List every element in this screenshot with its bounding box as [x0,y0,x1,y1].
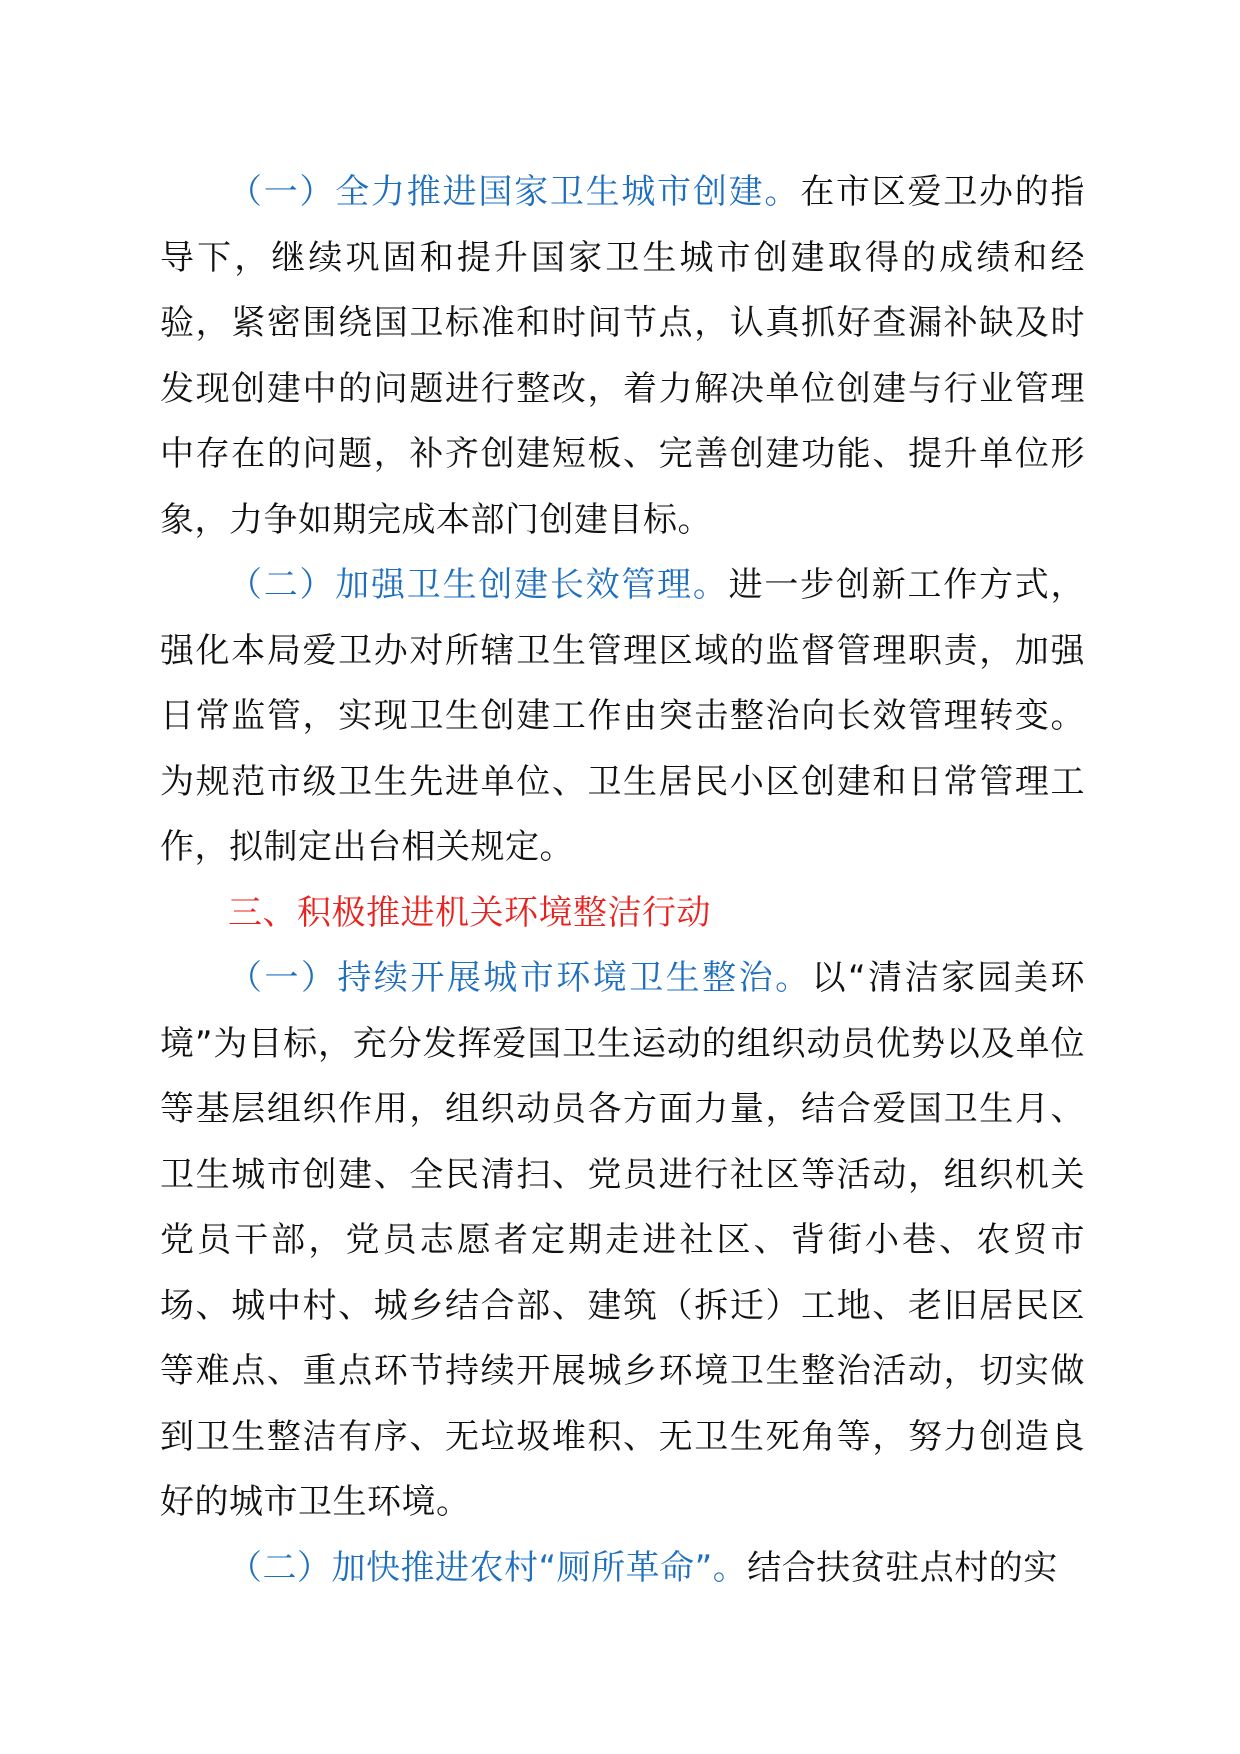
paragraph-lead: （一）全力推进国家卫生城市创建。 [228,172,801,212]
paragraph-lead: （一）持续开展城市环境卫生整治。 [228,958,812,998]
paragraph-environment-improvement [160,946,1085,1536]
paragraph-long-term-management [160,553,1085,881]
paragraph-body: 结合扶贫驻点村的实 [747,1547,1058,1588]
paragraph-lead: （二）加强卫生创建长效管理。 [228,565,729,605]
paragraph-toilet-revolution [160,1536,1085,1602]
paragraph-body: 以“清洁家园美环境”为目标，充分发挥爱国卫生运动的组织动员优势以及单位等基层组织作用，组织动员各方面力量，结合爱国卫生月、卫生城市创建、全民清扫、党员进行社区等活动，组织机关党员干部，党员志愿者定期走进社区、背街小巷、农贸市场、城中村、城乡结合部、建筑（拆迁）工地、老旧居民区等难点、重点环节持续开展城乡环境卫生整治活动，切实做到卫生整洁有序、无垃圾堆积、无卫生死角等，努力创造良好的城市卫生环境。 [160,958,1086,1522]
paragraph-national-health-city [160,160,1085,553]
section-heading: 三、积极推进机关环境整洁行动 [228,892,711,933]
paragraph-body: 在市区爱卫办的指导下，继续巩固和提升国家卫生城市创建取得的成绩和经验，紧密围绕国卫标准和时间节点，认真抓好查漏补缺及时发现创建中的问题进行整改，着力解决单位创建与行业管理中存在的问题，补齐创建短板、完善创建功能、提升单位形象，力争如期完成本部门创建目标。 [160,172,1086,540]
paragraph-lead: （二）加快推进农村“厕所革命”。 [228,1547,748,1588]
paragraph-body: 进一步创新工作方式，强化本局爱卫办对所辖卫生管理区域的监督管理职责，加强日常监管，实现卫生创建工作由突击整治向长效管理转变。为规范市级卫生先进单位、卫生居民小区创建和日常管理工作，拟制定出台相关规定。 [160,565,1086,867]
document-page [160,160,1085,1601]
